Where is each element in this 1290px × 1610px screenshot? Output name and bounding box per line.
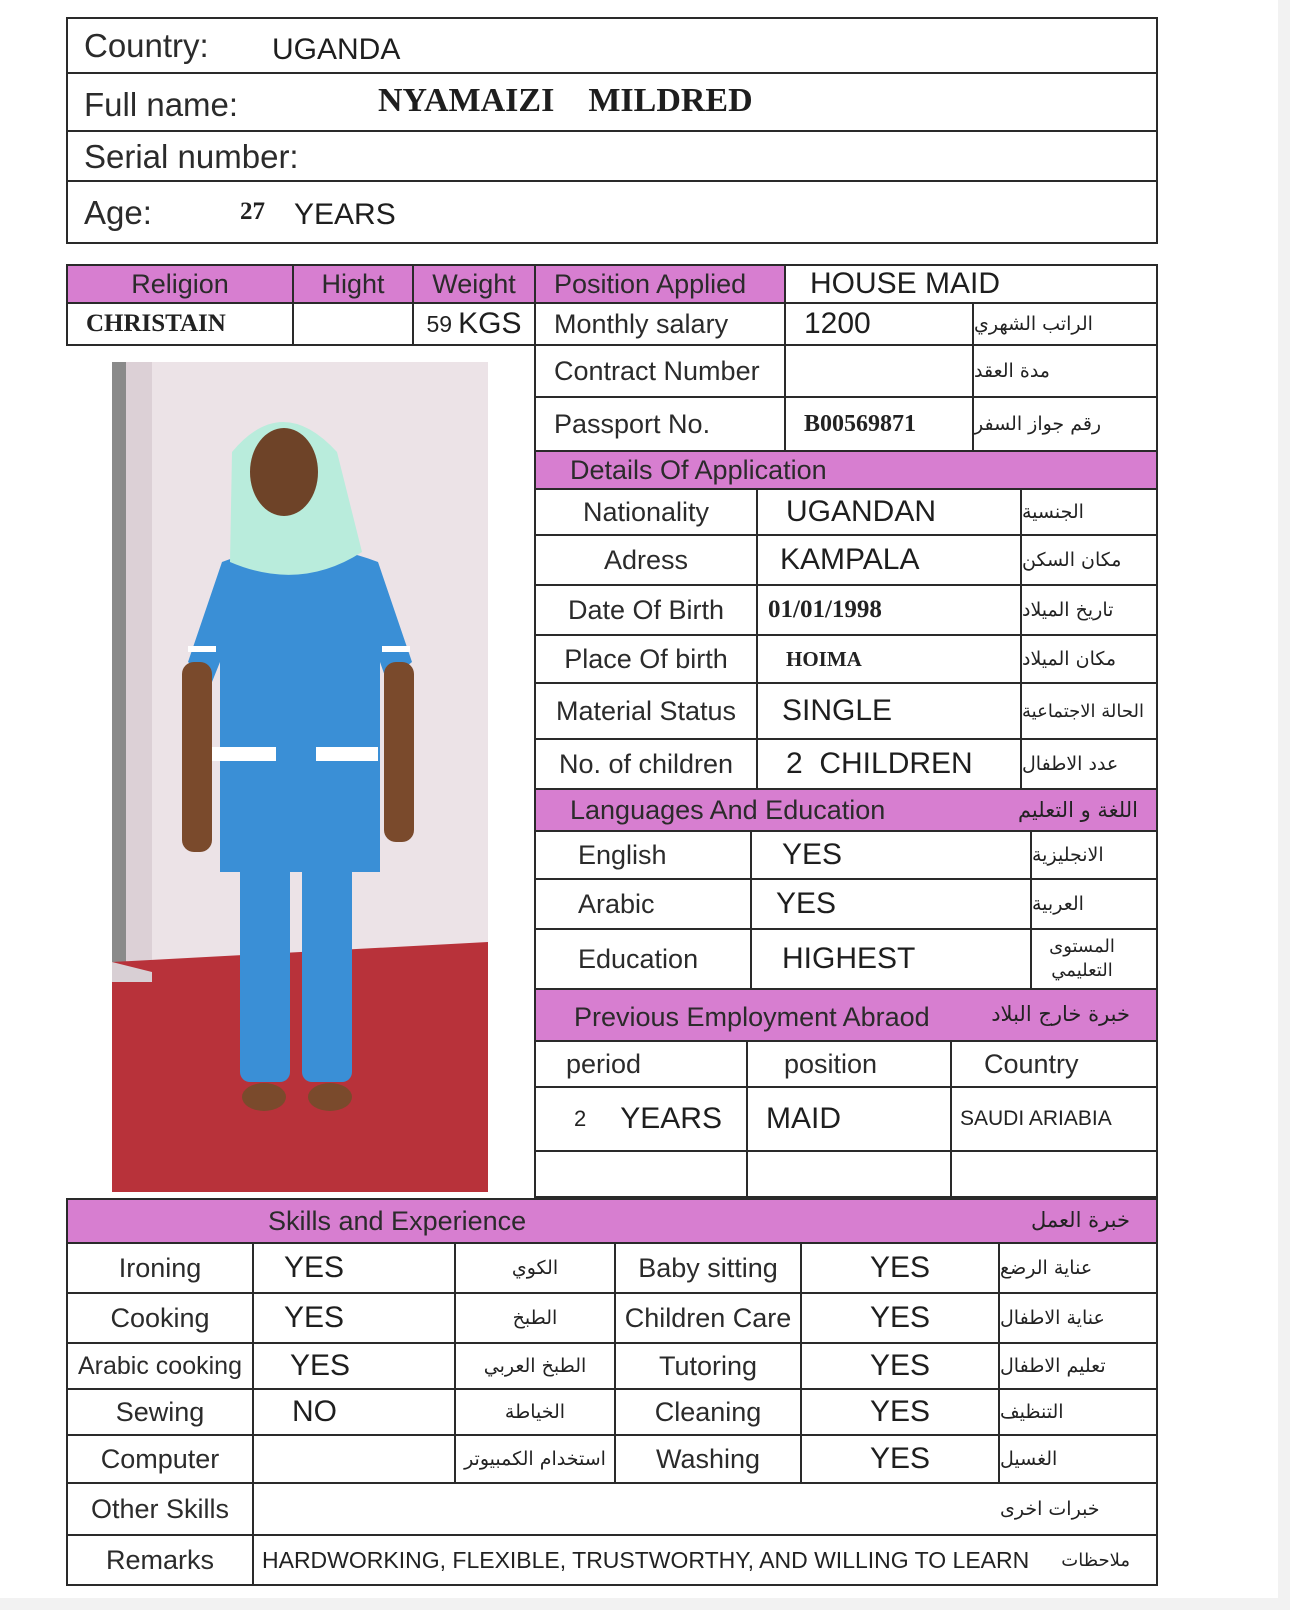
details-label: No. of children [536, 740, 758, 788]
basic-info-table [66, 264, 536, 346]
fullname-row [68, 74, 1156, 132]
serial-label: Serial number: [84, 138, 299, 175]
employment-header-row [536, 1042, 1156, 1088]
skill-label-ar: تعليم الاطفال [1000, 1355, 1106, 1377]
details-row [536, 740, 1156, 788]
details-value: SINGLE [758, 684, 1022, 738]
country-label: Country: [84, 27, 209, 64]
salary-row [536, 304, 1156, 346]
skill-value: YES [802, 1294, 1000, 1342]
skill-row [68, 1436, 1156, 1484]
details-value: 2 CHILDREN [758, 740, 1022, 788]
skills-title-ar: خبرة العمل [1031, 1208, 1130, 1232]
basic-value-row [68, 304, 534, 344]
position-row [536, 266, 1156, 304]
weight-value [414, 304, 534, 344]
details-label: Date Of Birth [536, 586, 758, 634]
period-header: period [536, 1042, 748, 1086]
skill-value: YES [254, 1244, 456, 1292]
languages-title: Languages And Education [570, 795, 886, 825]
fullname-label: Full name: [84, 86, 239, 123]
employment-title-row [536, 990, 1156, 1042]
details-value: KAMPALA [758, 536, 1022, 584]
skill-label: Arabic cooking [68, 1344, 254, 1388]
remarks-value: HARDWORKING, FLEXIBLE, TRUSTWORTHY, AND WILLING TO LEARN [262, 1546, 1030, 1573]
skill-label-ar: الغسيل [1000, 1448, 1058, 1470]
weight-header: Weight [432, 268, 516, 299]
skills-title-row [68, 1200, 1156, 1244]
language-row [536, 880, 1156, 930]
skill-value: NO [254, 1390, 456, 1434]
details-value: 01/01/1998 [758, 586, 1022, 634]
skill-label: Computer [68, 1436, 254, 1482]
employment-country: SAUDI ARIABIA [960, 1107, 1112, 1130]
weight-unit: KGS [458, 307, 522, 340]
details-row [536, 490, 1156, 536]
details-label: Place Of birth [536, 636, 758, 682]
language-label: Education [536, 930, 752, 988]
skill-value: YES [254, 1294, 456, 1342]
details-label-ar: عدد الاطفال [1022, 753, 1119, 775]
religion-value: CHRISTAIN [68, 304, 294, 344]
details-label-ar: الحالة الاجتماعية [1022, 700, 1144, 722]
details-label: Material Status [536, 684, 758, 738]
skill-value [254, 1436, 456, 1482]
details-label-ar: الجنسية [1022, 501, 1084, 523]
empty-cell [536, 1152, 748, 1196]
skill-label: Cooking [68, 1294, 254, 1342]
skills-table [66, 1198, 1158, 1586]
empty-cell [952, 1152, 1156, 1196]
contract-label-ar: مدة العقد [974, 360, 1050, 382]
empty-cell [748, 1152, 952, 1196]
skill-label-ar: الطبخ العربي [456, 1344, 616, 1388]
passport-row [536, 398, 1156, 450]
remarks-label: Remarks [68, 1536, 254, 1584]
language-row [536, 930, 1156, 988]
skill-label-ar: استخدام الكمبيوتر [456, 1436, 616, 1482]
employment-row [536, 1088, 1156, 1152]
skill-row [68, 1244, 1156, 1294]
age-row [68, 182, 1156, 242]
hight-header: Hight [294, 266, 414, 302]
skill-label-ar: عناية الاطفال [1000, 1307, 1105, 1329]
skill-label: Baby sitting [616, 1244, 802, 1292]
contract-row [536, 346, 1156, 398]
language-value: HIGHEST [752, 930, 1032, 988]
period-number: 2 [574, 1106, 587, 1131]
skill-value: YES [802, 1390, 1000, 1434]
details-row [536, 536, 1156, 586]
country-header: Country [984, 1048, 1079, 1079]
details-row [536, 586, 1156, 636]
details-label-ar: مكان الميلاد [1022, 648, 1117, 670]
details-row [536, 684, 1156, 740]
contract-label: Contract Number [536, 346, 786, 396]
header-table [66, 17, 1158, 244]
skill-label-ar: الكوي [456, 1244, 616, 1292]
age-number: 27 [240, 198, 265, 225]
other-skills-value [254, 1484, 1000, 1534]
details-row [536, 636, 1156, 684]
details-label-ar: تاريخ الميلاد [1022, 599, 1114, 621]
position-label: Position Applied [536, 266, 786, 302]
skill-label: Washing [616, 1436, 802, 1482]
language-label-ar: الانجليزية [1032, 844, 1104, 866]
skill-label-ar: الطبخ [456, 1294, 616, 1342]
passport-value: B00569871 [786, 398, 974, 450]
position-header: position [748, 1042, 952, 1086]
details-label-ar: مكان السكن [1022, 549, 1122, 571]
skill-row [68, 1294, 1156, 1344]
skill-label: Children Care [616, 1294, 802, 1342]
age-label: Age: [84, 194, 152, 231]
languages-table [534, 788, 1158, 990]
language-label: English [536, 832, 752, 878]
skill-label-ar: التنظيف [1000, 1401, 1064, 1423]
country-value: UGANDA [272, 33, 401, 66]
language-label: Arabic [536, 880, 752, 928]
period-unit: YEARS [620, 1102, 722, 1135]
languages-title-row [536, 790, 1156, 832]
remarks-row [68, 1536, 1156, 1584]
salary-value: 1200 [786, 304, 974, 344]
skill-row [68, 1344, 1156, 1390]
skill-label: Ironing [68, 1244, 254, 1292]
skill-value: YES [802, 1436, 1000, 1482]
employment-position: MAID [748, 1088, 952, 1150]
remarks-label-ar: ملاحظات [1061, 1550, 1130, 1571]
basic-header-row [68, 266, 534, 304]
religion-header: Religion [68, 266, 294, 302]
employment-table [534, 988, 1158, 1198]
language-value: YES [752, 880, 1032, 928]
passport-label-ar: رقم جواز السفر [974, 413, 1102, 435]
language-value: YES [752, 832, 1032, 878]
employment-period [536, 1088, 748, 1150]
contract-value [786, 346, 974, 396]
details-value: HOIMA [758, 636, 1022, 682]
weight-number: 59 [426, 310, 453, 337]
skill-label: Sewing [68, 1390, 254, 1434]
employment-empty-row [536, 1152, 1156, 1196]
fullname-value: NYAMAIZI MILDRED [378, 82, 753, 119]
skills-title: Skills and Experience [268, 1206, 527, 1236]
other-skills-row [68, 1484, 1156, 1536]
position-value: HOUSE MAID [810, 267, 1001, 300]
passport-label: Passport No. [536, 398, 786, 450]
details-label: Adress [536, 536, 758, 584]
skill-label: Tutoring [616, 1344, 802, 1388]
details-value: UGANDAN [758, 490, 1022, 534]
skill-label-ar: عناية الرضع [1000, 1257, 1093, 1279]
skill-row [68, 1390, 1156, 1436]
salary-label-ar: الراتب الشهري [974, 313, 1093, 335]
serial-row [68, 132, 1156, 182]
details-title: Details Of Application [570, 455, 827, 485]
details-table [534, 450, 1158, 790]
country-row [68, 19, 1156, 74]
skill-value: YES [254, 1344, 456, 1388]
employment-title: Previous Employment Abraod [574, 1002, 930, 1032]
hight-value [294, 304, 414, 344]
skill-value: YES [802, 1344, 1000, 1388]
language-label-ar: العربية [1032, 893, 1084, 915]
skill-label-ar: الخياطة [456, 1390, 616, 1434]
details-label: Nationality [536, 490, 758, 534]
skill-label: Cleaning [616, 1390, 802, 1434]
applicant-photo [112, 362, 488, 1192]
skill-value: YES [802, 1244, 1000, 1292]
other-skills-label: Other Skills [68, 1484, 254, 1534]
details-title-row [536, 452, 1156, 490]
age-unit: YEARS [294, 198, 396, 231]
position-table [534, 264, 1158, 452]
languages-title-ar: اللغة و التعليم [1017, 798, 1138, 822]
language-label-ar: المستوى التعليمي [1049, 936, 1115, 981]
salary-label: Monthly salary [536, 304, 786, 344]
other-skills-label-ar: خبرات اخرى [1000, 1498, 1100, 1520]
language-row [536, 832, 1156, 880]
employment-title-ar: خبرة خارج البلاد [991, 1002, 1130, 1026]
